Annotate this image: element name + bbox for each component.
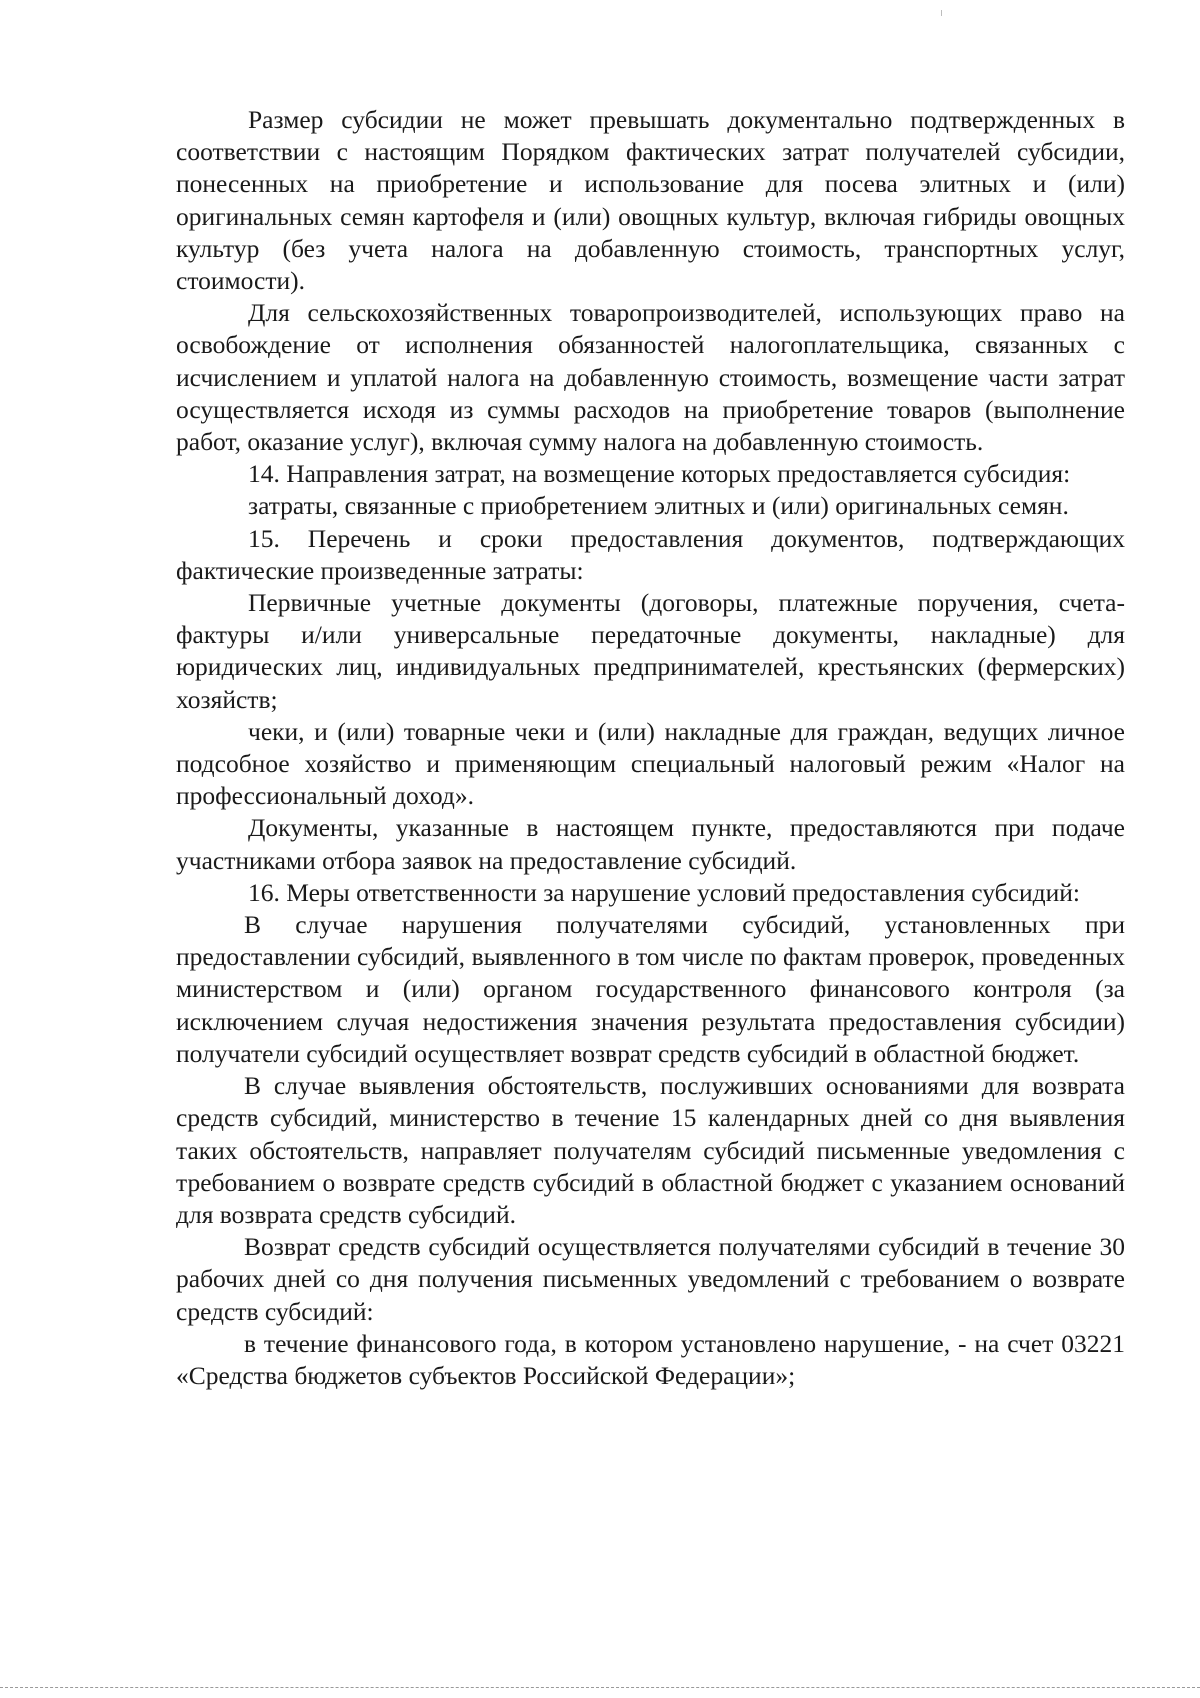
paragraph-16-heading: 16. Меры ответственности за нарушение условий предоставления субсидий: <box>248 877 1080 907</box>
paragraph-15-submission: Документы, указанные в настоящем пункте, предоставляются при подаче участниками отбора заявок на предоставление субсидий. <box>176 813 1125 875</box>
paragraph-subsidy-limit: Размер субсидии не может превышать документально подтвержденных в соответствии с настоящим Порядком фактических затрат получателей субсидии, понесенных на приобретение и использование для посева элитных и (или) оригинальных семян картофеля и (или) овощных культур, включая гибриды овощных культур (без учета налога на добавленную стоимость, транспортных услуг, стоимости). <box>176 105 1125 296</box>
paragraph-16-account: в течение финансового года, в котором установлено нарушение, - на счет 03221 «Средства бюджетов субъектов Российской Федерации»; <box>176 1328 1125 1390</box>
paragraph-14-heading: 14. Направления затрат, на возмещение которых предоставляется субсидия: <box>248 459 1071 489</box>
paragraph-16-return-term: Возврат средств субсидий осуществляется получателями субсидий в течение 30 рабочих дней со дня получения письменных уведомлений с требованием о возврате средств субсидий: <box>176 1232 1125 1326</box>
paragraph-15-primary-docs: Первичные учетные документы (договоры, платежные поручения, счета-фактуры и/или универсальные передаточные документы, накладные) для юридических лиц, индивидуальных предпринимателей, крестьянских (фермерских) хозяйств; <box>176 588 1125 714</box>
paragraph-16-notification: В случае выявления обстоятельств, послуживших основаниями для возврата средств субсидий, министерство в течение 15 календарных дней со дня выявления таких обстоятельств, направляет получателям субсидий письменные уведомления с требованием о возврате средств субсидий в областной бюджет с указанием оснований для возврата средств субсидий. <box>176 1071 1125 1229</box>
paragraph-15-receipts: чеки, и (или) товарные чеки и (или) накладные для граждан, ведущих личное подсобное хозяйство и применяющим специальный налоговый режим «Налог на профессиональный доход». <box>176 716 1125 811</box>
paragraph-vat-exempt: Для сельскохозяйственных товаропроизводителей, использующих право на освобождение от исполнения обязанностей налогоплательщика, связанных с исчислением и уплатой налога на добавленную стоимость, возмещение части затрат осуществляется исходя из суммы расходов на приобретение товаров (выполнение работ, оказание услуг), включая сумму налога на добавленную стоимость. <box>176 298 1125 457</box>
scan-speck <box>941 10 942 16</box>
page-bottom-rule <box>0 1687 1200 1688</box>
document-body <box>176 104 1125 1392</box>
paragraph-15-heading: 15. Перечень и сроки предоставления документов, подтверждающих фактические произведенные затраты: <box>176 523 1125 585</box>
paragraph-14-costs: затраты, связанные с приобретением элитных и (или) оригинальных семян. <box>248 491 1069 521</box>
paragraph-16-violation: В случае нарушения получателями субсидий, установленных при предоставлении субсидий, выявленного в том числе по фактам проверок, проведенных министерством и (или) органом государственного финансового контроля (за исключением случая недостижения значения результата предоставления субсидии) получатели субсидий осуществляет возврат средств субсидий в областной бюджет. <box>176 910 1125 1068</box>
